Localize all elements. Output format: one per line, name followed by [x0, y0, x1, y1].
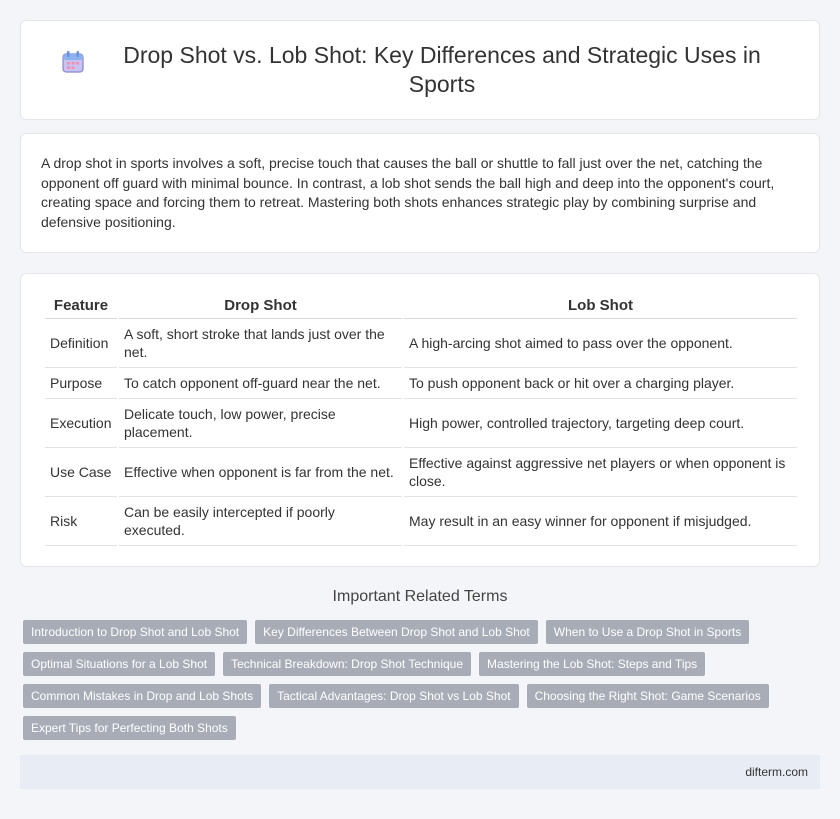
feature-cell: Definition [45, 319, 117, 368]
comparison-card [20, 273, 820, 567]
related-term-tag[interactable]: Optimal Situations for a Lob Shot [23, 652, 215, 676]
header-lob-shot: Lob Shot [404, 296, 797, 319]
drop-shot-cell: To catch opponent off-guard near the net. [119, 368, 402, 399]
drop-shot-cell: A soft, short stroke that lands just over the net. [119, 319, 402, 368]
related-term-tag[interactable]: Choosing the Right Shot: Game Scenarios [527, 684, 769, 708]
header-card [20, 20, 820, 120]
header-feature: Feature [45, 296, 117, 319]
feature-cell: Execution [45, 399, 117, 448]
feature-cell: Risk [45, 497, 117, 546]
intro-card [20, 133, 820, 253]
footer-site-link[interactable]: difterm.com [745, 765, 808, 779]
related-term-tag[interactable]: Mastering the Lob Shot: Steps and Tips [479, 652, 705, 676]
lob-shot-cell: To push opponent back or hit over a charging player. [404, 368, 797, 399]
table-row [45, 368, 797, 399]
table-header-row [45, 296, 797, 319]
comparison-table [43, 296, 799, 546]
related-term-tag[interactable]: When to Use a Drop Shot in Sports [546, 620, 749, 644]
related-term-tag[interactable]: Technical Breakdown: Drop Shot Technique [223, 652, 471, 676]
header-drop-shot: Drop Shot [119, 296, 402, 319]
calendar-icon [60, 49, 86, 75]
related-terms-list [23, 620, 823, 748]
drop-shot-cell: Can be easily intercepted if poorly executed. [119, 497, 402, 546]
related-term-tag[interactable]: Tactical Advantages: Drop Shot vs Lob Shot [269, 684, 518, 708]
table-row [45, 448, 797, 497]
related-terms-title: Important Related Terms [332, 588, 508, 605]
lob-shot-cell: Effective against aggressive net players or when opponent is close. [404, 448, 797, 497]
drop-shot-cell: Delicate touch, low power, precise placement. [119, 399, 402, 448]
lob-shot-cell: High power, controlled trajectory, targeting deep court. [404, 399, 797, 448]
related-term-tag[interactable]: Expert Tips for Perfecting Both Shots [23, 716, 236, 740]
table-row [45, 497, 797, 546]
table-row [45, 399, 797, 448]
feature-cell: Purpose [45, 368, 117, 399]
footer [20, 755, 820, 789]
lob-shot-cell: May result in an easy winner for opponent if misjudged. [404, 497, 797, 546]
intro-paragraph: A drop shot in sports involves a soft, precise touch that causes the ball or shuttle to fall just over the net, catching the opponent off guard with minimal bounce. In contrast, a lob shot sends the ball high and deep into the opponent's court, creating space and forcing them to retreat. Mastering both shots enhances strategic play by combining surprise and defensive positioning. [41, 155, 775, 230]
related-term-tag[interactable]: Key Differences Between Drop Shot and Lob Shot [255, 620, 538, 644]
page-title: Drop Shot vs. Lob Shot: Key Differences and Strategic Uses in Sports [123, 42, 761, 97]
feature-cell: Use Case [45, 448, 117, 497]
related-term-tag[interactable]: Introduction to Drop Shot and Lob Shot [23, 620, 247, 644]
lob-shot-cell: A high-arcing shot aimed to pass over the opponent. [404, 319, 797, 368]
related-term-tag[interactable]: Common Mistakes in Drop and Lob Shots [23, 684, 261, 708]
drop-shot-cell: Effective when opponent is far from the net. [119, 448, 402, 497]
table-row [45, 319, 797, 368]
